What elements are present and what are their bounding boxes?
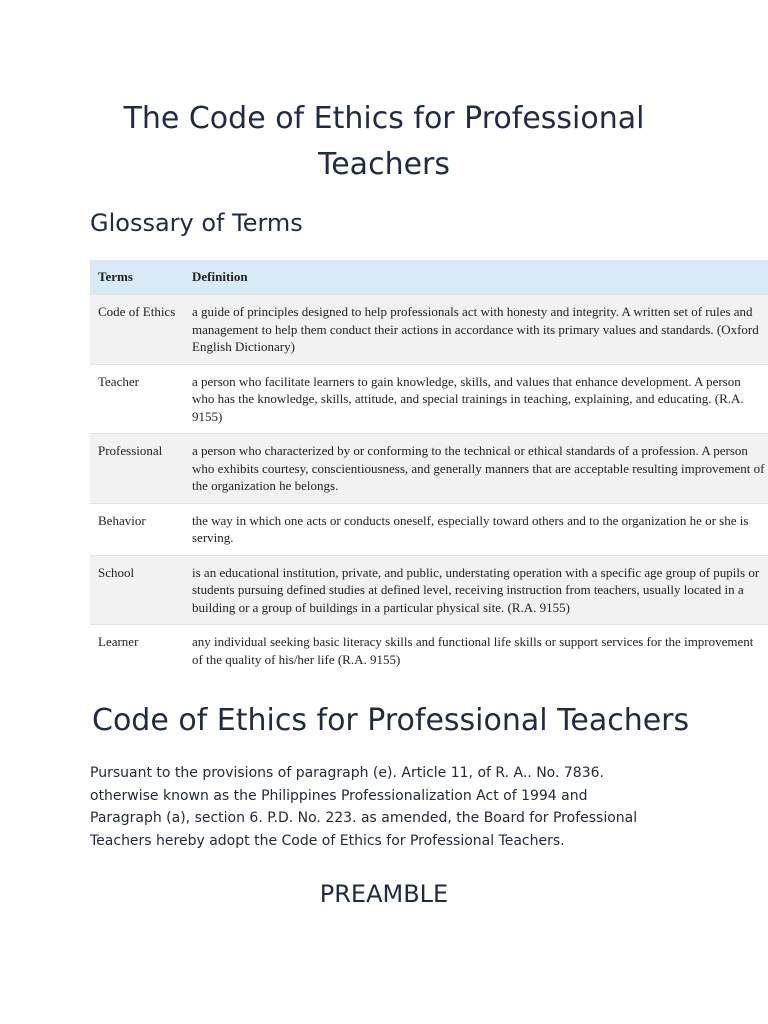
term-cell: Professional (90, 434, 184, 504)
term-cell: Behavior (90, 503, 184, 555)
definition-cell: a guide of principles designed to help professionals act with honesty and integrity. A written set of rules and management to help them conduct their actions in accordance with its primary values and standards. (Oxford English Dictionary) (184, 295, 768, 365)
definition-cell: a person who facilitate learners to gain knowledge, skills, and values that enhance development. A person who has the knowledge, skills, attitude, and special trainings in teaching, explaining, and educating. (R.A. 9155) (184, 364, 768, 434)
definition-cell: is an educational institution, private, and public, understating operation with a specific age group of pupils or students pursuing defined studies at defined level, receiving instruction from teachers, usually located in a building or a group of buildings in a particular physical site. (R.A. 9155) (184, 555, 768, 625)
table-row (90, 625, 768, 677)
glossary-table (90, 260, 768, 676)
column-header-terms: Terms (90, 260, 184, 295)
document-title: The Code of Ethics for Professional Teachers (123, 101, 645, 182)
code-of-ethics-heading: Code of Ethics for Professional Teachers (92, 703, 690, 738)
table-row (90, 364, 768, 434)
glossary-heading: Glossary of Terms (90, 209, 303, 237)
intro-paragraph: Pursuant to the provisions of paragraph (e). Article 11, of R. A.. No. 7836. otherwise known as the Philippines Professionalization Act of 1994 and Paragraph (a), section 6. P.D. No. 223. as amended, the Board for Professional Teachers hereby adopt the Code of Ethics for Professional Teachers. (90, 765, 638, 849)
preamble-heading: PREAMBLE (319, 880, 449, 908)
definition-cell: any individual seeking basic literacy skills and functional life skills or support services for the improvement of the quality of his/her life (R.A. 9155) (184, 625, 768, 677)
table-row (90, 434, 768, 504)
column-header-definition: Definition (184, 260, 768, 295)
table-row (90, 503, 768, 555)
term-cell: Code of Ethics (90, 295, 184, 365)
definition-cell: a person who characterized by or conforming to the technical or ethical standards of a profession. A person who exhibits courtesy, conscientiousness, and generally manners that are acceptable resulting improvement of the organization he belongs. (184, 434, 768, 504)
term-cell: School (90, 555, 184, 625)
table-row (90, 555, 768, 625)
table-header-row (90, 260, 768, 295)
table-row (90, 295, 768, 365)
term-cell: Learner (90, 625, 184, 677)
definition-cell: the way in which one acts or conducts oneself, especially toward others and to the organization he or she is serving. (184, 503, 768, 555)
term-cell: Teacher (90, 364, 184, 434)
